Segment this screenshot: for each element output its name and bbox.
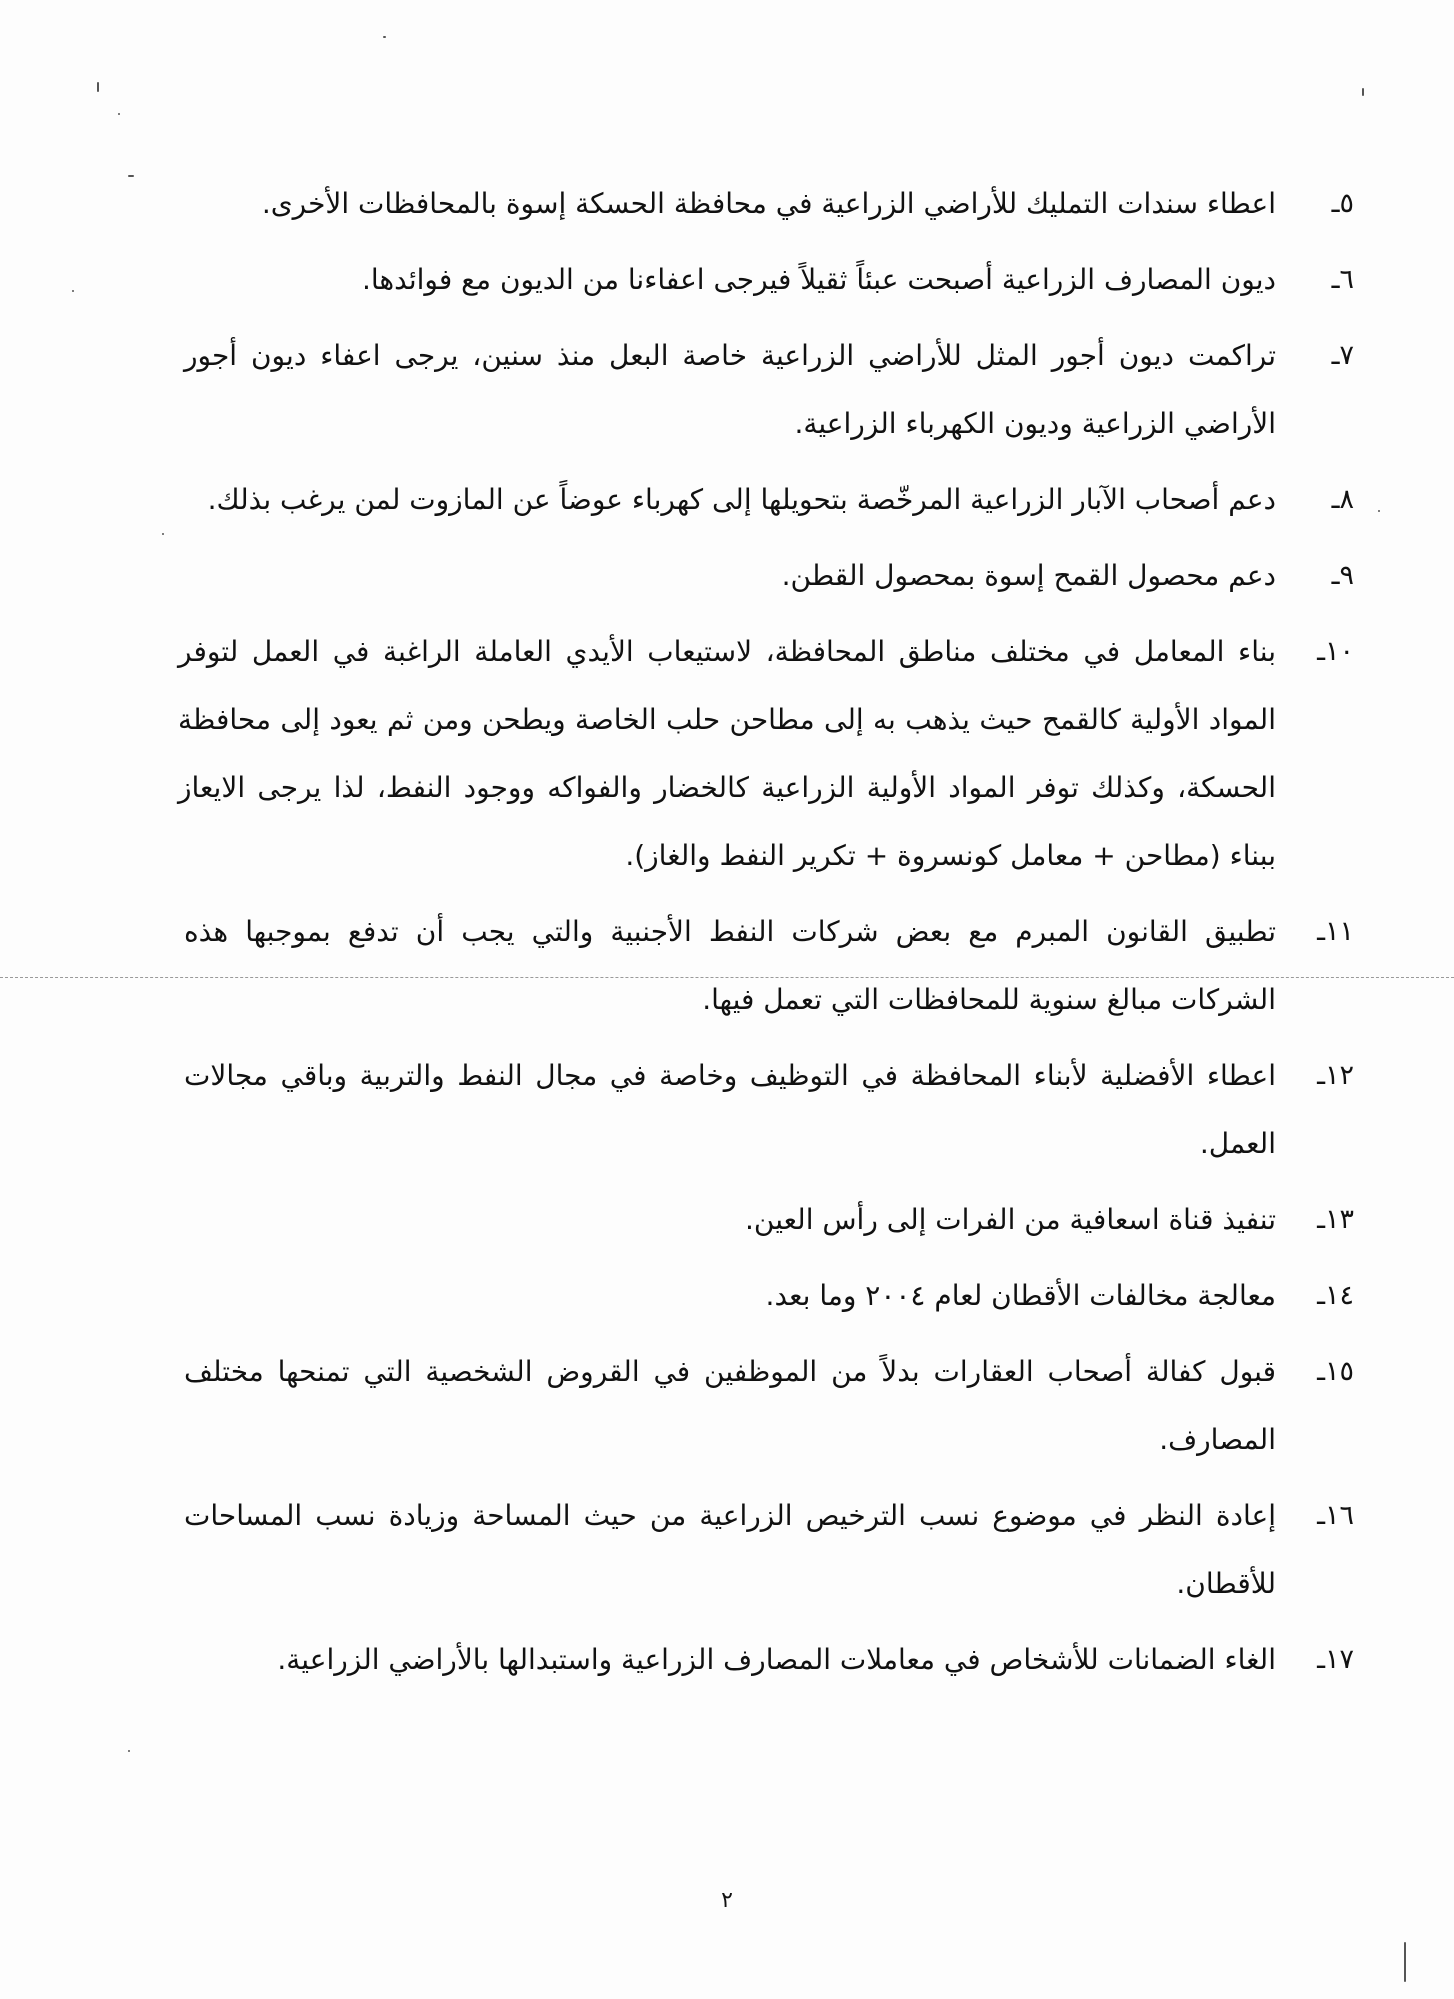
item-text: تطبيق القانون المبرم مع بعض شركات النفط الأجنبية والتي يجب أن تدفع بموجبها هذه الشركات مبالغ سنوية للمحافظات التي تعمل فيها. bbox=[184, 915, 1276, 1016]
list-item bbox=[154, 542, 1354, 610]
scan-speck bbox=[1404, 1942, 1406, 1982]
list-item bbox=[154, 618, 1354, 890]
list-item bbox=[154, 1262, 1354, 1330]
item-number: ٨ـ bbox=[1331, 484, 1354, 515]
item-text: قبول كفالة أصحاب العقارات بدلاً من الموظفين في القروض الشخصية التي تمنحها مختلف المصارف. bbox=[184, 1355, 1276, 1456]
item-text: اعطاء سندات التمليك للأراضي الزراعية في محافظة الحسكة إسوة بالمحافظات الأخرى. bbox=[261, 187, 1276, 220]
item-number: ١٠ـ bbox=[1317, 636, 1354, 667]
item-number: ٩ـ bbox=[1331, 560, 1354, 591]
item-number: ١١ـ bbox=[1317, 916, 1354, 947]
item-number: ٥ـ bbox=[1331, 188, 1354, 219]
item-text: تراكمت ديون أجور المثل للأراضي الزراعية خاصة البعل منذ سنين، يرجى اعفاء ديون أجور الأراضي الزراعية وديون الكهرباء الزراعية. bbox=[184, 339, 1276, 440]
list-item bbox=[154, 246, 1354, 314]
item-text: ديون المصارف الزراعية أصبحت عبئاً ثقيلاً فيرجى اعفاءنا من الديون مع فوائدها. bbox=[361, 263, 1276, 296]
item-number: ١٥ـ bbox=[1317, 1356, 1354, 1387]
item-number: ١٦ـ bbox=[1317, 1500, 1354, 1531]
item-number: ١٣ـ bbox=[1317, 1204, 1354, 1235]
item-number: ٦ـ bbox=[1331, 264, 1354, 295]
list-item bbox=[154, 1042, 1354, 1178]
item-text: معالجة مخالفات الأقطان لعام ٢٠٠٤ وما بعد. bbox=[765, 1279, 1276, 1312]
list-item bbox=[154, 1482, 1354, 1618]
list-item bbox=[154, 322, 1354, 458]
scan-speck bbox=[1378, 510, 1380, 512]
scan-speck bbox=[118, 113, 120, 115]
scan-speck bbox=[128, 1750, 130, 1752]
item-text: دعم محصول القمح إسوة بمحصول القطن. bbox=[781, 559, 1276, 592]
item-text: تنفيذ قناة اسعافية من الفرات إلى رأس العين. bbox=[744, 1203, 1276, 1236]
scan-speck bbox=[128, 175, 134, 177]
list-item bbox=[154, 1338, 1354, 1474]
scan-speck bbox=[72, 290, 74, 292]
list-item bbox=[154, 466, 1354, 534]
item-text: دعم أصحاب الآبار الزراعية المرخّصة بتحويلها إلى كهرباء عوضاً عن المازوت لمن يرغب بذلك. bbox=[207, 483, 1276, 516]
item-text: الغاء الضمانات للأشخاص في معاملات المصارف الزراعية واستبدالها بالأراضي الزراعية. bbox=[277, 1643, 1276, 1676]
item-number: ١٤ـ bbox=[1317, 1280, 1354, 1311]
list-item bbox=[154, 1626, 1354, 1694]
item-text: بناء المعامل في مختلف مناطق المحافظة، لاستيعاب الأيدي العاملة الراغبة في العمل لتوفر المواد الأولية كالقمح حيث يذهب به إلى مطاحن حلب الخاصة ويطحن ومن ثم يعود إلى محافظة الحسكة، وكذلك توفر المواد الأولية الزراعية كالخضار والفواكه ووجود النفط، لذا يرجى الايعاز ببناء (مطاحن + معامل كونسروة + تكرير النفط والغاز). bbox=[178, 635, 1276, 872]
list-item bbox=[154, 170, 1354, 238]
item-text: إعادة النظر في موضوع نسب الترخيص الزراعية من حيث المساحة وزيادة نسب المساحات للأقطان. bbox=[184, 1499, 1276, 1600]
item-number: ١٧ـ bbox=[1317, 1644, 1354, 1675]
requests-list bbox=[154, 170, 1354, 1702]
scan-speck bbox=[383, 36, 386, 38]
scan-speck bbox=[97, 82, 99, 92]
page-number: ٢ bbox=[721, 1888, 733, 1913]
list-item bbox=[154, 898, 1354, 1034]
list-item bbox=[154, 1186, 1354, 1254]
item-number: ٧ـ bbox=[1331, 340, 1354, 371]
scan-speck bbox=[1362, 88, 1364, 96]
item-text: اعطاء الأفضلية لأبناء المحافظة في التوظيف وخاصة في مجال النفط والتربية وباقي مجالات العمل. bbox=[184, 1059, 1276, 1160]
item-number: ١٢ـ bbox=[1317, 1060, 1354, 1091]
